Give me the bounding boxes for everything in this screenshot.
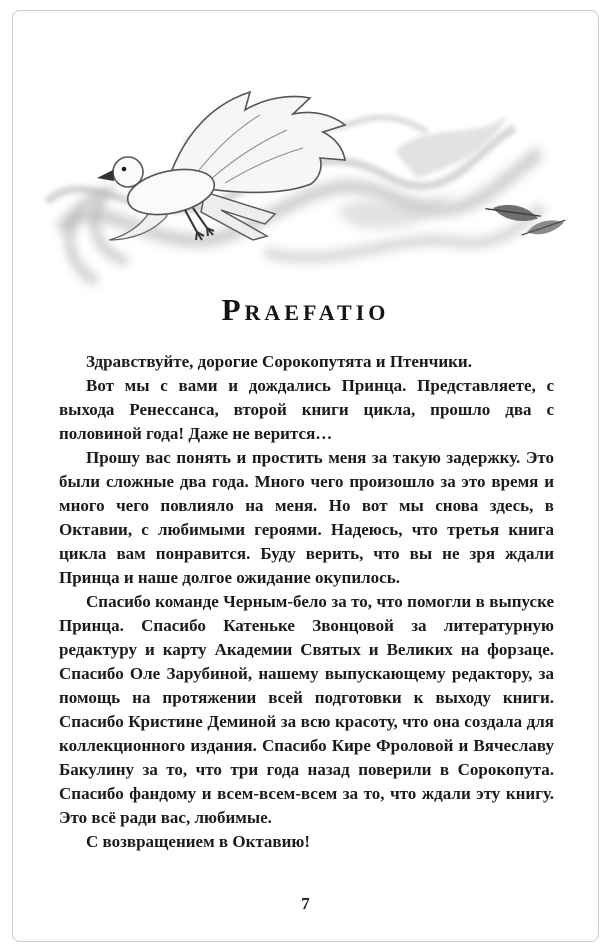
bird bbox=[97, 92, 345, 240]
paragraph-thanks: Спасибо команде Черным-бело за то, что помогли в выпуске Принца. Спасибо Катеньке Звонцовой за литературную редактуру и карту Академии Святых и Великих на форзаце. Спасибо Оле Зарубиной, нашему выпускающему редактору, за помощь на протяжении всей подготовки к выходу книги. Спасибо Кристине Деминой за всю красоту, что она создала для коллекционного издания. Спасибо Кире Фроловой и Вячеславу Бакулину за то, что три года назад поверили в Сорокопута. Спасибо фандому и всем-всем-всем за то, что ждали эту книгу. Это всё ради вас, любимые. bbox=[59, 592, 554, 827]
chapter-title: Praefatio bbox=[221, 292, 390, 327]
preface-text bbox=[59, 350, 554, 854]
page-number: 7 bbox=[301, 894, 310, 913]
bird-smoke-svg bbox=[35, 80, 580, 295]
bird-illustration bbox=[35, 80, 580, 295]
loose-feathers bbox=[485, 197, 567, 238]
paragraph-greeting: Здравствуйте, дорогие Сорокопутята и Птенчики. bbox=[86, 352, 472, 371]
paragraph-closing: С возвращением в Октавию! bbox=[86, 832, 311, 851]
paragraph-intro: Вот мы с вами и дождались Принца. Представляете, с выхода Ренессанса, второй книги цикла, прошло два с половиной года! Даже не верится… bbox=[59, 376, 554, 443]
paragraph-apology: Прошу вас понять и простить меня за такую задержку. Это были сложные два года. Много чего произошло за это время и много чего повлияло на меня. Но вот мы снова здесь, в Октавии, с любимыми героями. Надеюсь, что третья книга цикла вам понравится. Буду верить, что вы не зря ждали Принца и наше долгое ожидание окупилось. bbox=[59, 448, 554, 587]
